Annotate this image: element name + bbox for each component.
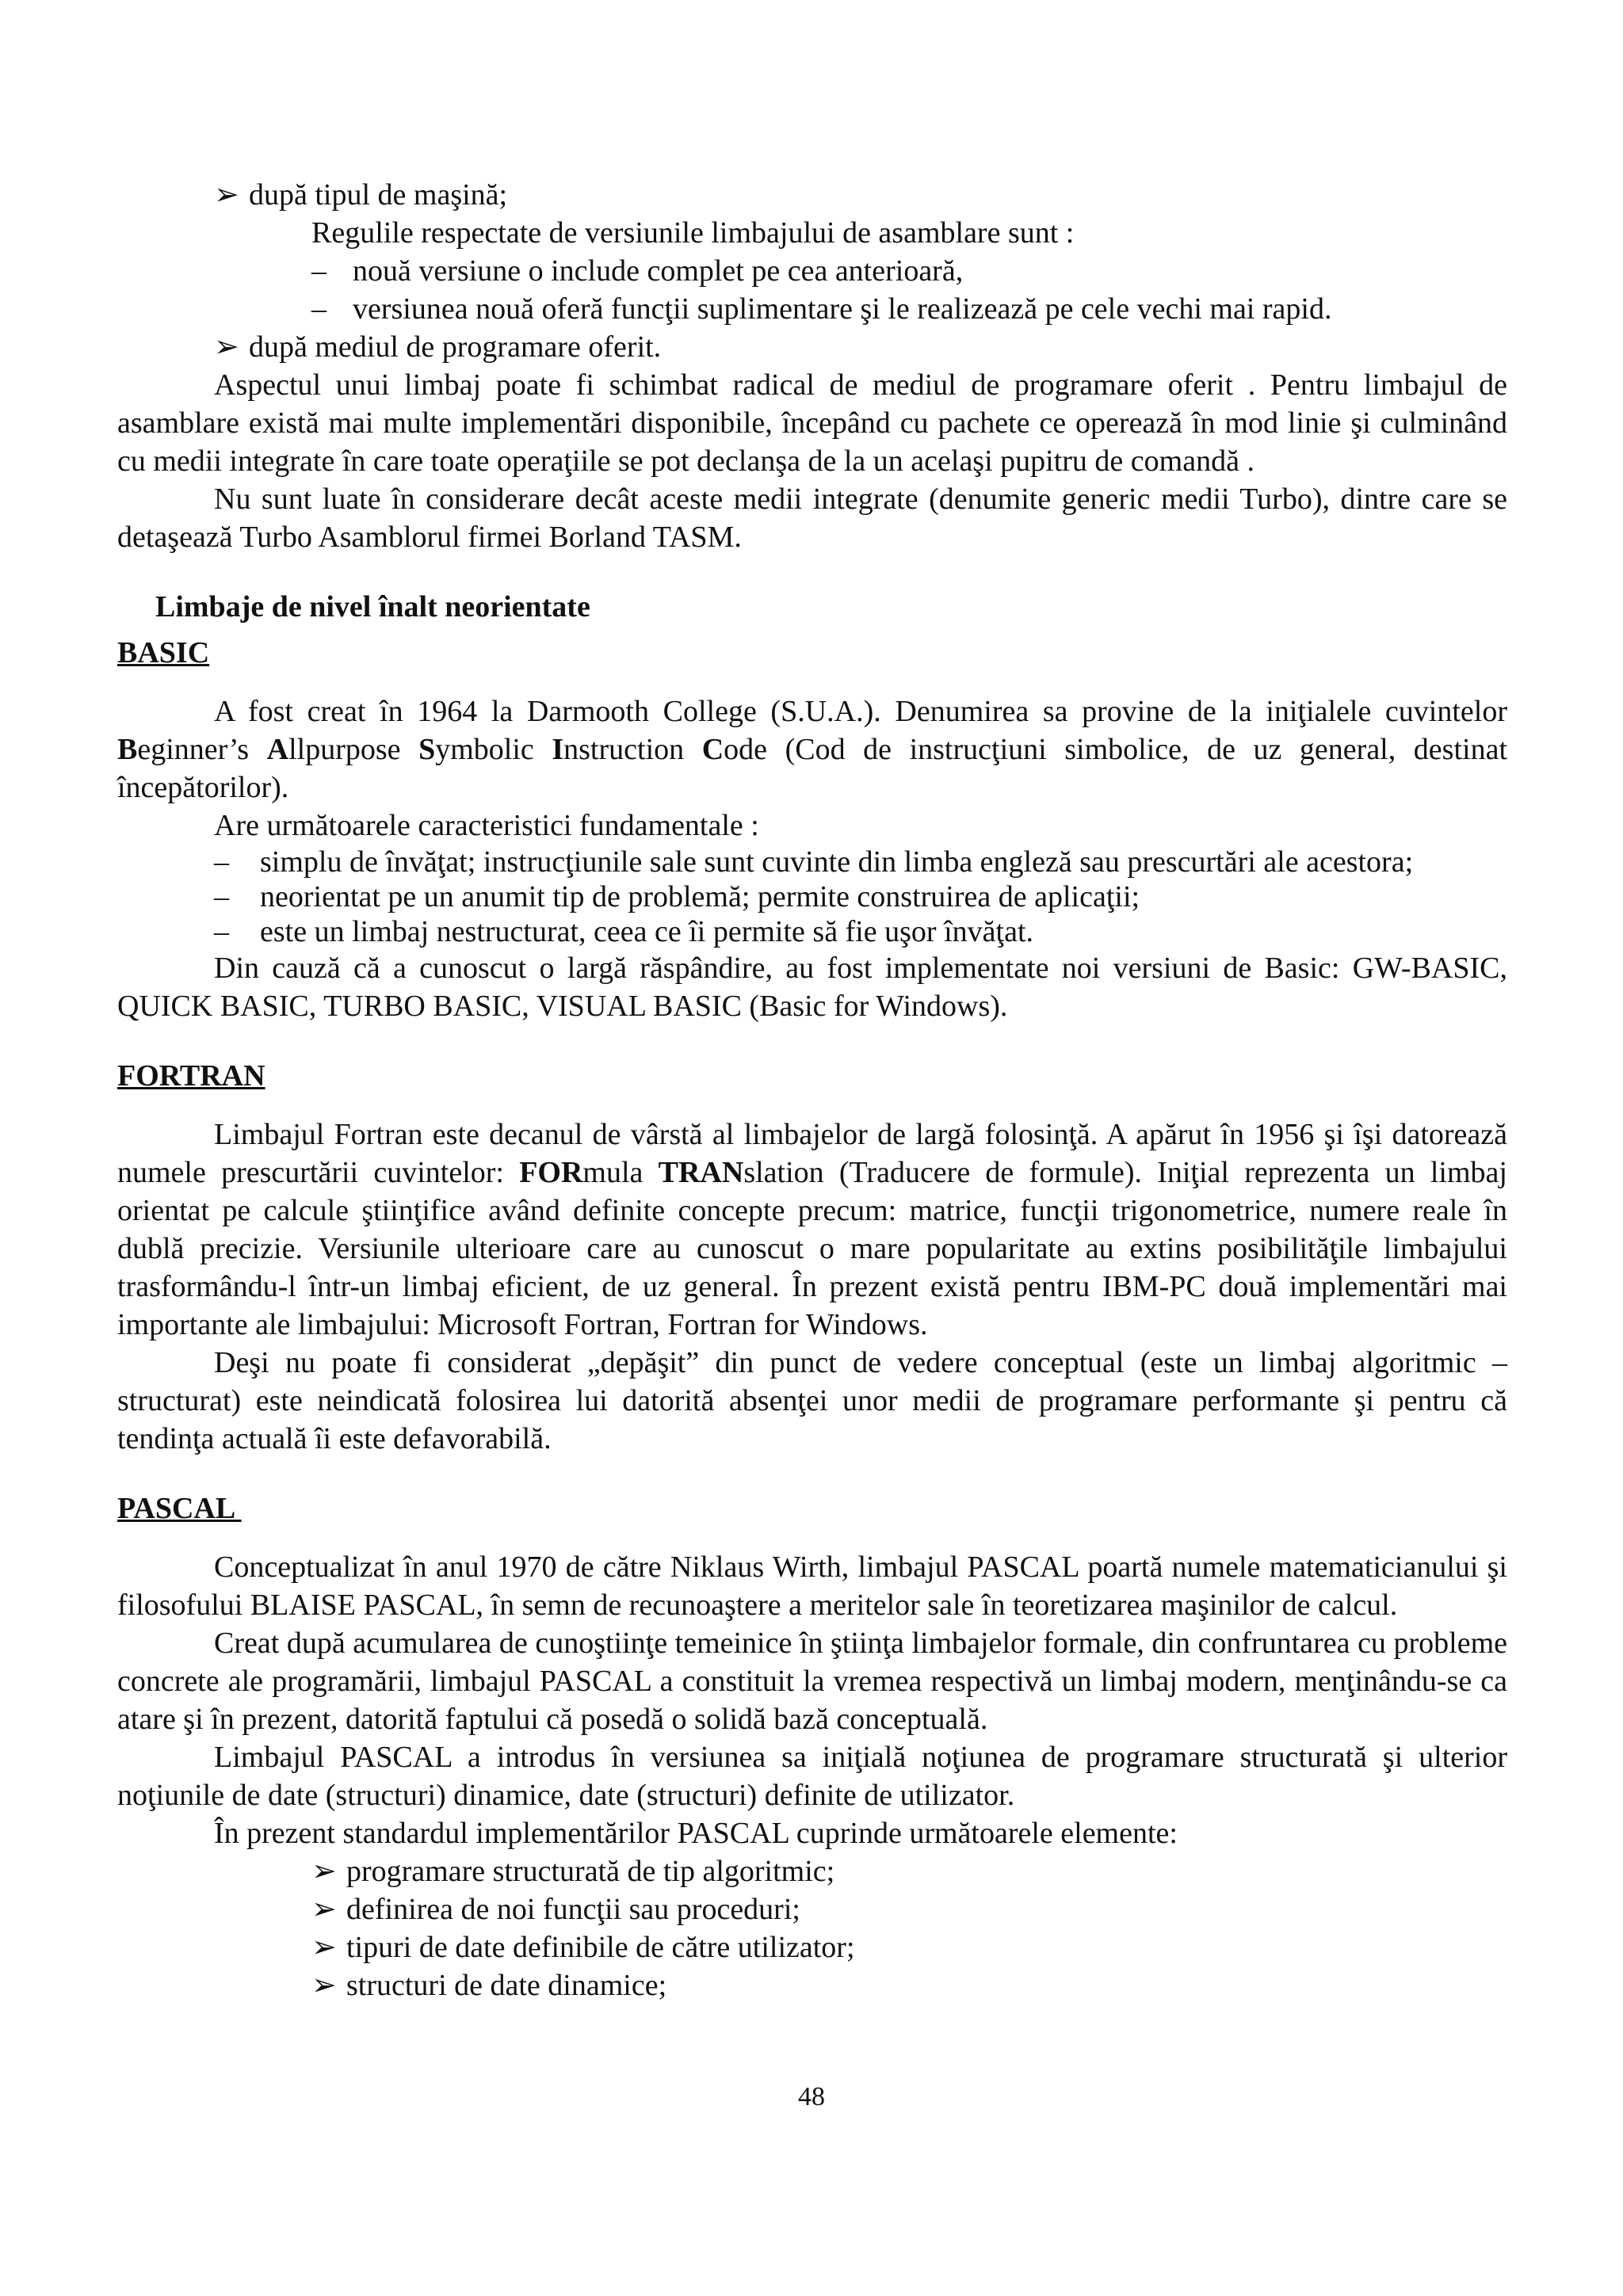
list-item: – simplu de învăţat; instrucţiunile sale sunt cuvinte din limba engleză sau prescurtări ale acestora; <box>214 845 1414 879</box>
paragraph: A fost creat în 1964 la Darmooth College (S.U.A.). Denumirea sa provine de la iniţialele cuvintelor Beginner’s Allpurpose Symbolic Instruction Code (Cod de instrucţiuni simbolice, de uz general, destinat începătorilor). <box>117 695 1508 804</box>
list-item: – este un limbaj nestructurat, ceea ce îi permite să fie uşor învăţat. <box>214 915 1033 948</box>
paragraph: În prezent standardul implementărilor PASCAL cuprinde următoarele elemente: <box>214 1817 1178 1850</box>
heading-basic: BASIC <box>117 636 210 669</box>
list-item: ➢ programare structurată de tip algoritmic; <box>117 1852 1507 1890</box>
list-item: – neorientat pe un anumit tip de problemă; permite construirea de aplicaţii; <box>214 880 1140 913</box>
rule-item: – nouă versiune o include complet pe cea anterioară, <box>117 252 1507 290</box>
heading-fortran: FORTRAN <box>117 1059 265 1093</box>
section-subheading: Limbaje de nivel înalt neorientate <box>155 590 590 624</box>
dash-bullet-icon: – <box>311 254 327 288</box>
list-item: ➢ definirea de noi funcţii sau proceduri; <box>117 1890 1507 1928</box>
bullet-programming-env: ➢ după mediul de programare oferit. <box>117 328 1507 366</box>
page-number: 48 <box>798 2082 825 2111</box>
characteristics-intro: Are următoarele caracteristici fundamentale : <box>214 809 759 842</box>
paragraph: Nu sunt luate în considerare decât aceste medii integrate (denumite generic medii Turbo), dintre care se detaşează Turbo Asamblorul firmei Borland TASM. <box>117 482 1507 554</box>
bullet-machine-type: ➢ după tipul de maşină; <box>117 176 1507 214</box>
arrow-bullet-icon: ➢ <box>311 1855 337 1888</box>
paragraph: Conceptualizat în anul 1970 de către Niklaus Wirth, limbajul PASCAL poartă numele matematicianului şi filosofului BLAISE PASCAL, în semn de recunoaştere a meritelor sale în teoretizarea maşinilor de calcul. <box>117 1550 1507 1622</box>
dash-bullet-icon: – <box>214 915 229 948</box>
heading-pascal: PASCAL <box>117 1492 242 1525</box>
dash-bullet-icon: – <box>311 292 327 326</box>
paragraph: Deşi nu poate fi considerat „depăşit” din punct de vedere conceptual (este un limbaj algoritmic – structurat) este neindicată folosirea lui datorită absenţei unor medii de programare performante şi pentru că tendinţa actuală îi este defavorabilă. <box>117 1346 1507 1455</box>
paragraph: Limbajul PASCAL a introdus în versiunea sa iniţială noţiunea de programare structurată şi ulterior noţiunile de date (structuri) dinamice, date (structuri) definite de utilizator. <box>117 1741 1507 1812</box>
paragraph: Aspectul unui limbaj poate fi schimbat radical de mediul de programare oferit . Pentru limbajul de asamblare există mai multe implementări disponibile, începând cu pachete ce operează în mod linie şi culminând cu medii integrate în care toate operaţiile se pot declanşa de la un acelaşi pupitru de comandă . <box>117 368 1507 478</box>
dash-bullet-icon: – <box>214 845 229 879</box>
dash-bullet-icon: – <box>214 880 229 913</box>
arrow-bullet-icon: ➢ <box>214 178 239 212</box>
paragraph: Limbajul Fortran este decanul de vârstă al limbajelor de largă folosinţă. A apărut în 1956 şi îşi datorează numele prescurtării cuvintelor: FORmula TRANslation (Traducere de formule). Iniţial reprezenta un limbaj orientat pe calcule ştiinţifice având definite concepte precum: matrice, funcţii trigonometrice, numere reale în dublă precizie. Versiunile ulterioare care au cunoscut o mare popularitate au extins posibilităţile limbajului trasformându-l într-un limbaj eficient, de uz general. În prezent există pentru IBM-PC două implementări mai importante ale limbajului: Microsoft Fortran, Fortran for Windows. <box>117 1118 1507 1341</box>
arrow-bullet-icon: ➢ <box>311 1969 337 2002</box>
paragraph: Din cauză că a cunoscut o largă răspândire, au fost implementate noi versiuni de Basic: GW-BASIC, QUICK BASIC, TURBO BASIC, VISUAL BASIC (Basic for Windows). <box>117 952 1507 1023</box>
list-item: ➢ tipuri de date definibile de către utilizator; <box>117 1928 1507 1966</box>
rules-intro: Regulile respectate de versiunile limbajului de asamblare sunt : <box>311 216 1075 250</box>
arrow-bullet-icon: ➢ <box>214 330 239 364</box>
arrow-bullet-icon: ➢ <box>311 1931 337 1964</box>
page-body <box>117 176 1507 2004</box>
list-item: ➢ structuri de date dinamice; <box>117 1966 1507 2004</box>
rule-item: – versiunea nouă oferă funcţii suplimentare şi le realizează pe cele vechi mai rapid. <box>117 290 1507 328</box>
paragraph: Creat după acumularea de cunoştiinţe temeinice în ştiinţa limbajelor formale, din confruntarea cu probleme concrete ale programării, limbajul PASCAL a constituit la vremea respectivă un limbaj modern, menţinându-se ca atare şi în prezent, datorită faptului că posedă o solidă bază conceptuală. <box>117 1627 1507 1736</box>
arrow-bullet-icon: ➢ <box>311 1893 337 1926</box>
